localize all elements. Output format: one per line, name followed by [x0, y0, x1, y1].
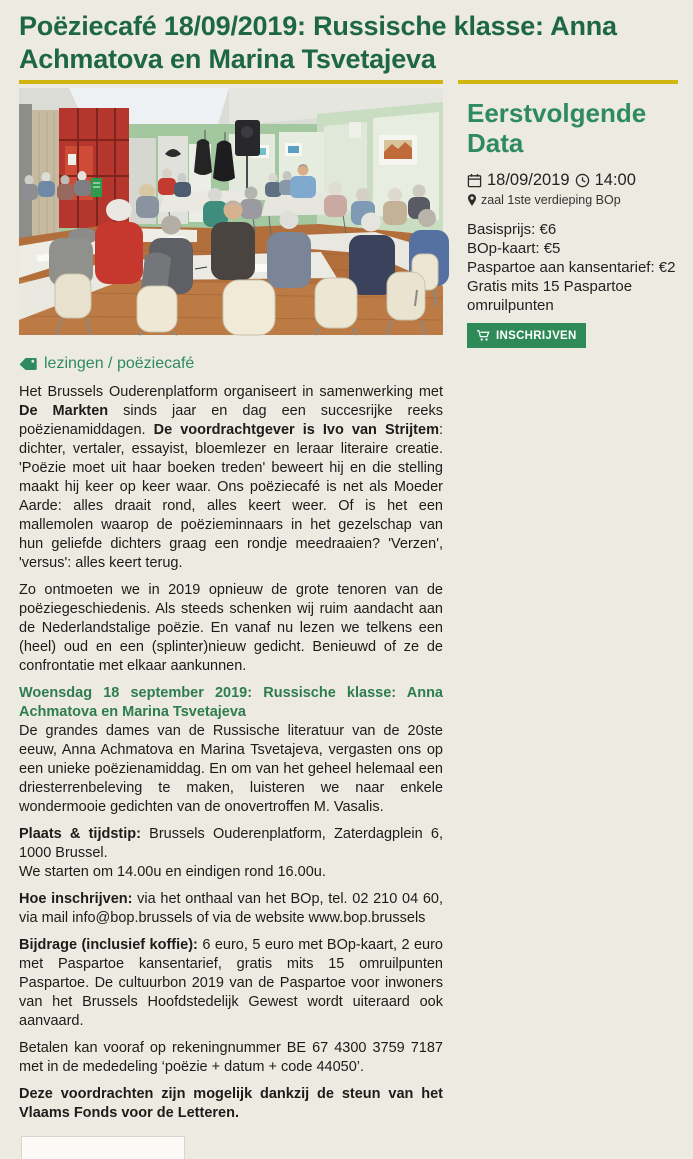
article-paragraph-1: Het Brussels Ouderenplatform organiseert in samenwerking met De Markten sinds jaar en dag een succesrijke reeks poëzienamiddagen. De voordrachtgever is Ivo van Strijtem: dichter, vertaler, essayist, bloemlezer en leraar literaire creatie. 'Poëzie moet uit haar boeken treden' beweert hij en die stelling maakt hij keer op keer waar. Ons poëziecafé is net als Moeder Aarde: alles draait rond, alles keert weer. Of is het een mallemolen waarop de poëzieminnaars in het gezelschap van hun geliefde dichters graag een rondje meedraaien? 'Verzen', 'versus': alles keert terug.: [19, 384, 443, 571]
tag-icon: [19, 357, 37, 371]
article-payment: Betalen kan vooraf op rekeningnummer BE 67 4300 3759 7187 met in de mededeling ‘poëzie + datum + code 44050’.: [19, 1040, 443, 1075]
price-base: Basisprijs: €6: [467, 221, 557, 238]
location-pin-icon: [467, 193, 477, 207]
calendar-icon: [467, 173, 482, 188]
main-column: [19, 80, 443, 1159]
page-title: Poëziecafé 18/09/2019: Russische klasse: Anna Achmatova en Marina Tsvetajeva: [19, 11, 617, 74]
sidebar-heading: Eerstvolgende Data: [467, 98, 647, 158]
category-tags-label: lezingen / poëziecafé: [44, 355, 195, 372]
event-datetime: [467, 171, 678, 190]
yellow-divider-main: [19, 80, 443, 84]
shopping-cart-icon: [476, 329, 490, 342]
article-event-block: [19, 684, 443, 817]
category-tags-link[interactable]: [19, 355, 443, 373]
article-paragraph-2: Zo ontmoeten we in 2019 opnieuw de grote tenoren van de poëziegeschiedenis. Als steeds schenken wij ruim aandacht aan de Nederlandstalige poëzie. En vanaf nu lezen we telkens een (heel) oud en een (splinter)nieuw gedicht. Benieuwd of ze de confrontatie met elkaar aankunnen.: [19, 582, 443, 674]
article-contribution: Bijdrage (inclusief koffie): 6 euro, 5 euro met BOp-kaart, 2 euro met Paspartoe kansentarief, gratis mits 15 omruilpunten Paspartoe. De cultuurbon 2019 van de Paspartoe voor inwoners van het Brussels Hoofdstedelijk Gewest wordt uiteraard ook aanvaard.: [19, 937, 443, 1029]
sidebar: [458, 80, 678, 348]
price-list: [467, 220, 678, 315]
article-support-note: Deze voordrachten zijn mogelijk dankzij de steun van het Vlaams Fonds voor de Letteren.: [19, 1086, 443, 1121]
event-date: 18/09/2019: [487, 171, 570, 189]
event-photo-illustration: [19, 88, 443, 335]
price-paspartoe: Paspartoe aan kansentarief: €2: [467, 259, 676, 276]
content-columns: [0, 80, 693, 1159]
article-body: [19, 383, 443, 1123]
yellow-divider-sidebar: [458, 80, 678, 84]
article-how-register: Hoe inschrijven: via het onthaal van het BOp, tel. 02 210 04 60, via mail info@bop.brussels of via de website www.bop.brussels: [19, 891, 443, 926]
event-photo: [19, 88, 443, 335]
event-time: 14:00: [594, 171, 636, 189]
article-paragraph-3: De grandes dames van de Russische literatuur van de 20ste eeuw, Anna Achmatova en Marina Tsvetajeva, vergasten ons op een unieke poëzienamiddag. En om van het geheel helemaal een driesterrenbeleving te maken, luisteren we naar enkele wondermooie gedichten van de onovertroffen M. Vasalis.: [19, 723, 443, 815]
article-place-time: Plaats & tijdstip: Brussels Ouderenplatform, Zaterdagplein 6, 1000 Brussel. We starten om 14.00u en eindigen rond 16.00u.: [19, 826, 443, 880]
clock-icon: [575, 173, 590, 188]
event-heading: Woensdag 18 september 2019: Russische klasse: Anna Achmatova en Marina Tsvetajeva: [19, 685, 443, 720]
cutoff-widget: [21, 1136, 185, 1159]
register-button-label: INSCHRIJVEN: [496, 329, 577, 342]
event-location-label: zaal 1ste verdieping BOp: [481, 193, 621, 207]
register-button[interactable]: [467, 323, 586, 348]
price-free: Gratis mits 15 Paspartoe omruilpunten: [467, 278, 633, 314]
price-bop-card: BOp-kaart: €5: [467, 240, 561, 257]
event-location: [467, 193, 678, 207]
